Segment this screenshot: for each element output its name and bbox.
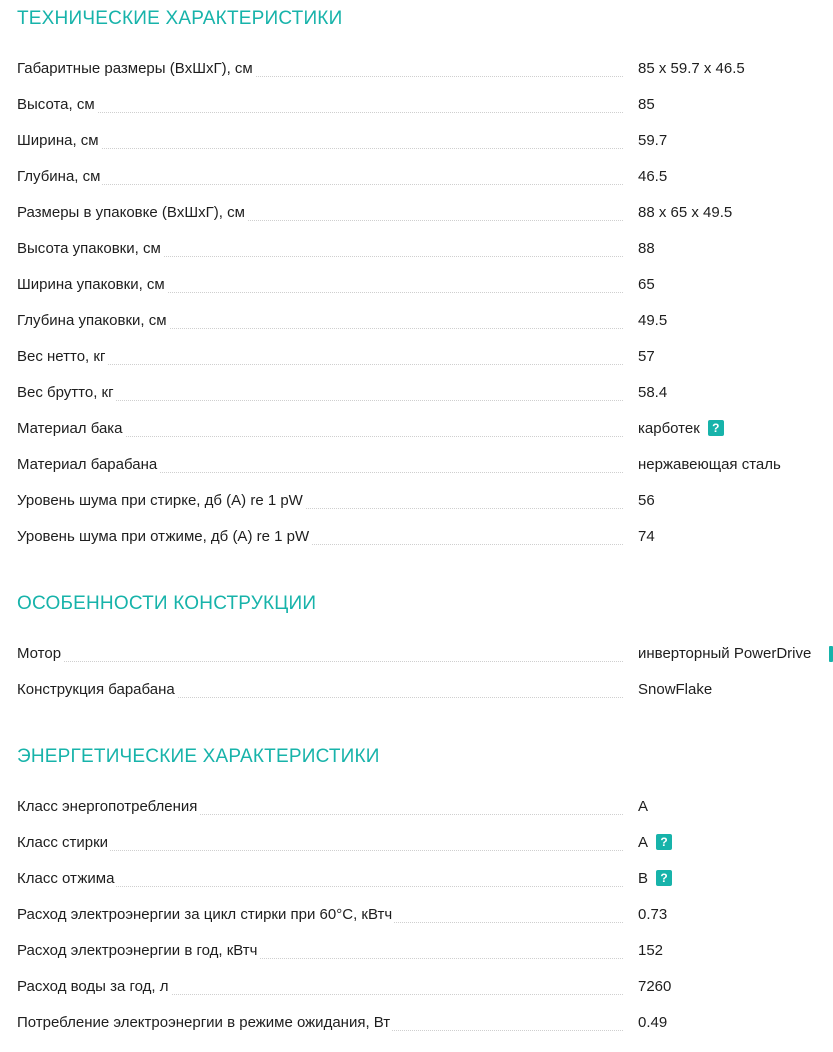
spec-row-energy-per-year [17, 939, 833, 963]
spec-row-drum-construction [17, 678, 833, 702]
spec-value: 7260 [638, 978, 672, 995]
spec-row-energy-per-cycle [17, 903, 833, 927]
dotted-leader [17, 184, 623, 185]
spec-row-package-dimensions [17, 201, 833, 225]
spec-label: Расход воды за год, л [17, 975, 171, 999]
dotted-leader [17, 364, 623, 365]
spec-row-width [17, 129, 833, 153]
spec-row-gross-weight [17, 381, 833, 405]
spec-label: Материал бака [17, 417, 125, 441]
help-icon[interactable]: ? [708, 420, 724, 436]
spec-row-standby-power [17, 1011, 833, 1035]
dotted-leader [17, 148, 623, 149]
spec-row-water-per-year [17, 975, 833, 999]
spec-label: Ширина, см [17, 129, 101, 153]
spec-label: Класс стирки [17, 831, 110, 855]
spec-value: 57 [638, 348, 655, 365]
spec-value: 49.5 [638, 312, 668, 329]
spec-value: нержавеющая сталь [638, 456, 781, 473]
spec-label: Высота упаковки, см [17, 237, 163, 261]
spec-label: Уровень шума при стирке, дб (А) re 1 pW [17, 489, 305, 513]
spec-label: Ширина упаковки, см [17, 273, 167, 297]
help-icon-partial[interactable] [829, 646, 833, 662]
dotted-leader [17, 112, 623, 113]
dotted-leader [17, 661, 623, 662]
spec-label: Класс энергопотребления [17, 795, 199, 819]
spec-row-package-depth [17, 309, 833, 333]
spec-row-energy-class [17, 795, 833, 819]
spec-row-motor [17, 642, 833, 666]
spec-row-wash-class [17, 831, 833, 855]
spec-value: 59.7 [638, 132, 668, 149]
spec-value: 58.4 [638, 384, 668, 401]
spec-label: Класс отжима [17, 867, 116, 891]
spec-value: 65 [638, 276, 655, 293]
spec-value: 88 [638, 240, 655, 257]
section-title-construction: ОСОБЕННОСТИ КОНСТРУКЦИИ [17, 593, 317, 614]
spec-value: SnowFlake [638, 681, 713, 698]
spec-value: 152 [638, 942, 664, 959]
spec-value: 56 [638, 492, 655, 509]
spec-label: Глубина, см [17, 165, 102, 189]
spec-label: Размеры в упаковке (ВxШxГ), см [17, 201, 247, 225]
spec-value-text: B [638, 870, 649, 887]
spec-row-depth [17, 165, 833, 189]
spec-label: Вес нетто, кг [17, 345, 107, 369]
spec-value: инверторный PowerDrive [638, 645, 812, 662]
spec-value: A [638, 798, 649, 815]
spec-row-package-height [17, 237, 833, 261]
spec-row-dimensions [17, 57, 833, 81]
spec-value: 85 x 59.7 x 46.5 [638, 60, 745, 77]
spec-value: 0.49 [638, 1014, 668, 1031]
spec-row-drum-material [17, 453, 833, 477]
help-icon[interactable]: ? [656, 834, 672, 850]
spec-value: 85 [638, 96, 655, 113]
spec-label: Вес брутто, кг [17, 381, 116, 405]
help-icon[interactable]: ? [656, 870, 672, 886]
spec-row-tank-material [17, 417, 833, 441]
spec-value-text: A [638, 834, 649, 851]
spec-label: Конструкция барабана [17, 678, 177, 702]
section-title-energy: ЭНЕРГЕТИЧЕСКИЕ ХАРАКТЕРИСТИКИ [17, 746, 380, 767]
spec-row-height [17, 93, 833, 117]
spec-value-with-help [638, 417, 724, 441]
spec-value-with-help [638, 831, 672, 855]
spec-row-package-width [17, 273, 833, 297]
spec-row-spin-noise [17, 525, 833, 549]
spec-label: Материал барабана [17, 453, 159, 477]
spec-label: Расход электроэнергии за цикл стирки при 60°С, кВтч [17, 903, 394, 927]
spec-value: 46.5 [638, 168, 668, 185]
spec-label: Высота, см [17, 93, 97, 117]
spec-value: 88 x 65 x 49.5 [638, 204, 733, 221]
spec-value-with-help [638, 867, 672, 891]
spec-row-net-weight [17, 345, 833, 369]
spec-label: Потребление электроэнергии в режиме ожидания, Вт [17, 1011, 392, 1035]
spec-label: Мотор [17, 642, 63, 666]
spec-value: 0.73 [638, 906, 668, 923]
section-title-technical: ТЕХНИЧЕСКИЕ ХАРАКТЕРИСТИКИ [17, 8, 343, 29]
spec-value-text: карботек [638, 420, 700, 437]
spec-label: Глубина упаковки, см [17, 309, 169, 333]
spec-value: 74 [638, 528, 655, 545]
spec-row-spin-class [17, 867, 833, 891]
spec-row-wash-noise [17, 489, 833, 513]
spec-label: Уровень шума при отжиме, дб (А) re 1 pW [17, 525, 311, 549]
spec-label: Расход электроэнергии в год, кВтч [17, 939, 259, 963]
spec-label: Габаритные размеры (ВxШxГ), см [17, 57, 255, 81]
